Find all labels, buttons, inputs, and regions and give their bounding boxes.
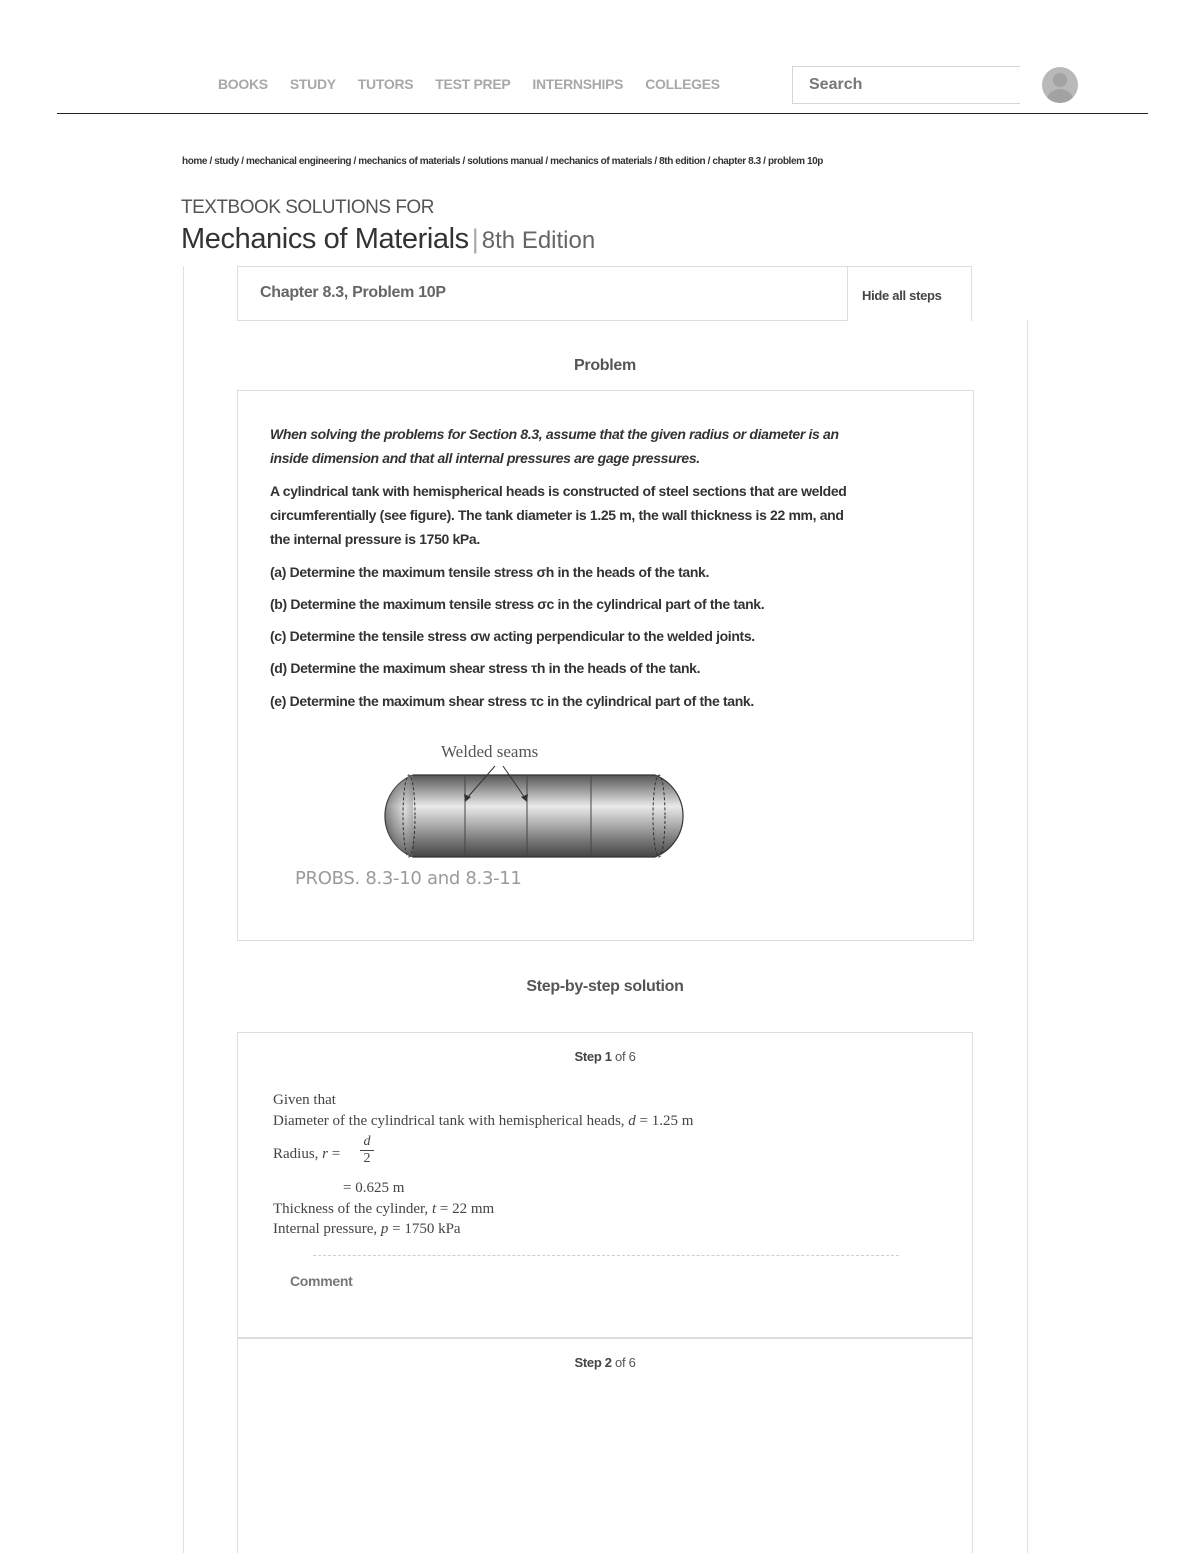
book-title-text: Mechanics of Materials bbox=[181, 223, 469, 255]
problem-intro-line-2: inside dimension and that all internal pressures are gage pressures. bbox=[270, 450, 700, 466]
step-1-thickness-line bbox=[273, 1201, 494, 1218]
problem-part-a: (a) Determine the maximum tensile stress σh in the heads of the tank. bbox=[270, 564, 709, 580]
thickness-value: = 22 mm bbox=[439, 1201, 495, 1217]
nav-books[interactable]: BOOKS bbox=[218, 76, 268, 92]
radius-var: r bbox=[322, 1146, 329, 1162]
diameter-value: = 1.25 m bbox=[639, 1113, 694, 1129]
user-avatar-icon[interactable] bbox=[1042, 67, 1078, 103]
problem-heading: Problem bbox=[574, 357, 636, 374]
fraction-denominator: 2 bbox=[363, 1151, 371, 1166]
search-container bbox=[792, 66, 1020, 104]
step-1-pressure-line bbox=[273, 1221, 461, 1238]
step-1-title bbox=[237, 1049, 973, 1064]
problem-intro-line-1: When solving the problems for Section 8.3, assume that the given radius or diameter is an bbox=[270, 426, 839, 442]
thickness-var: t bbox=[431, 1201, 437, 1217]
book-edition: 8th Edition bbox=[481, 227, 596, 254]
step-1-radius-line bbox=[273, 1146, 340, 1163]
diameter-text: Diameter of the cylindrical tank with hemispherical heads, bbox=[273, 1113, 625, 1129]
step-1-comment-link[interactable]: Comment bbox=[290, 1273, 353, 1289]
diameter-var: d bbox=[628, 1113, 636, 1129]
nav-menu bbox=[218, 76, 742, 92]
step-2-title bbox=[237, 1355, 973, 1370]
pressure-text: Internal pressure, bbox=[273, 1221, 378, 1237]
nav-test-prep[interactable]: TEST PREP bbox=[435, 76, 511, 92]
step-1-word: Step bbox=[574, 1049, 602, 1064]
nav-internships[interactable]: INTERNSHIPS bbox=[532, 76, 624, 92]
problem-part-b: (b) Determine the maximum tensile stress σc in the cylindrical part of the tank. bbox=[270, 596, 765, 612]
tank-figure bbox=[295, 740, 715, 900]
step-1-divider bbox=[313, 1255, 899, 1256]
step-2-number: 2 bbox=[604, 1355, 612, 1370]
nav-study[interactable]: STUDY bbox=[289, 76, 336, 92]
step-2-box bbox=[237, 1338, 973, 1553]
problem-part-e: (e) Determine the maximum shear stress τc in the cylindrical part of the tank. bbox=[270, 693, 754, 709]
radius-eq: = bbox=[331, 1146, 341, 1162]
tank-illustration bbox=[295, 740, 715, 870]
hide-all-steps-button[interactable] bbox=[848, 266, 972, 321]
problem-body-line-1: A cylindrical tank with hemispherical heads is constructed of steel sections that are welded bbox=[270, 483, 847, 499]
textbook-solutions-eyebrow: TEXTBOOK SOLUTIONS FOR bbox=[181, 197, 434, 218]
step-1-given: Given that bbox=[273, 1092, 336, 1108]
solution-heading: Step-by-step solution bbox=[526, 978, 684, 995]
problem-body-line-2: circumferentially (see figure). The tank diameter is 1.25 m, the wall thickness is 22 mm, and bbox=[270, 507, 844, 523]
step-1-radius-result: = 0.625 m bbox=[343, 1180, 405, 1196]
nav-tutors[interactable]: TUTORS bbox=[357, 76, 414, 92]
content-frame-right bbox=[1027, 320, 1028, 1553]
step-1-of: of 6 bbox=[615, 1049, 636, 1064]
chapter-selector[interactable] bbox=[237, 266, 848, 321]
breadcrumb[interactable]: home / study / mechanical engineering / mechanics of materials / solutions manual / mechanics of materials / 8th edition / chapter 8.3 / problem 10p bbox=[182, 156, 824, 167]
hide-all-steps-label: Hide all steps bbox=[862, 288, 942, 303]
radius-text: Radius, bbox=[273, 1146, 319, 1162]
title-separator: | bbox=[471, 224, 479, 254]
pressure-var: p bbox=[380, 1221, 389, 1237]
step-1-diameter-line bbox=[273, 1113, 693, 1130]
step-2-of: of 6 bbox=[615, 1355, 636, 1370]
pressure-value: = 1750 kPa bbox=[392, 1221, 461, 1237]
problem-part-c: (c) Determine the tensile stress σw acting perpendicular to the welded joints. bbox=[270, 628, 755, 644]
book-title bbox=[181, 223, 595, 256]
fraction-numerator: d bbox=[360, 1134, 374, 1151]
step-1-number: 1 bbox=[604, 1049, 612, 1064]
content-frame-left bbox=[183, 266, 184, 1553]
thickness-text: Thickness of the cylinder, bbox=[273, 1201, 429, 1217]
figure-caption: PROBS. 8.3-10 and 8.3-11 bbox=[295, 868, 522, 889]
step-2-word: Step bbox=[574, 1355, 602, 1370]
figure-label: Welded seams bbox=[441, 742, 539, 761]
problem-body-line-3: the internal pressure is 1750 kPa. bbox=[270, 531, 480, 547]
nav-colleges[interactable]: COLLEGES bbox=[645, 76, 720, 92]
search-input[interactable] bbox=[793, 67, 1020, 103]
chapter-label: Chapter 8.3, Problem 10P bbox=[260, 284, 446, 301]
top-navigation bbox=[0, 0, 1200, 114]
radius-fraction bbox=[360, 1134, 374, 1167]
header-divider bbox=[57, 113, 1148, 114]
problem-part-d: (d) Determine the maximum shear stress τh in the heads of the tank. bbox=[270, 660, 701, 676]
